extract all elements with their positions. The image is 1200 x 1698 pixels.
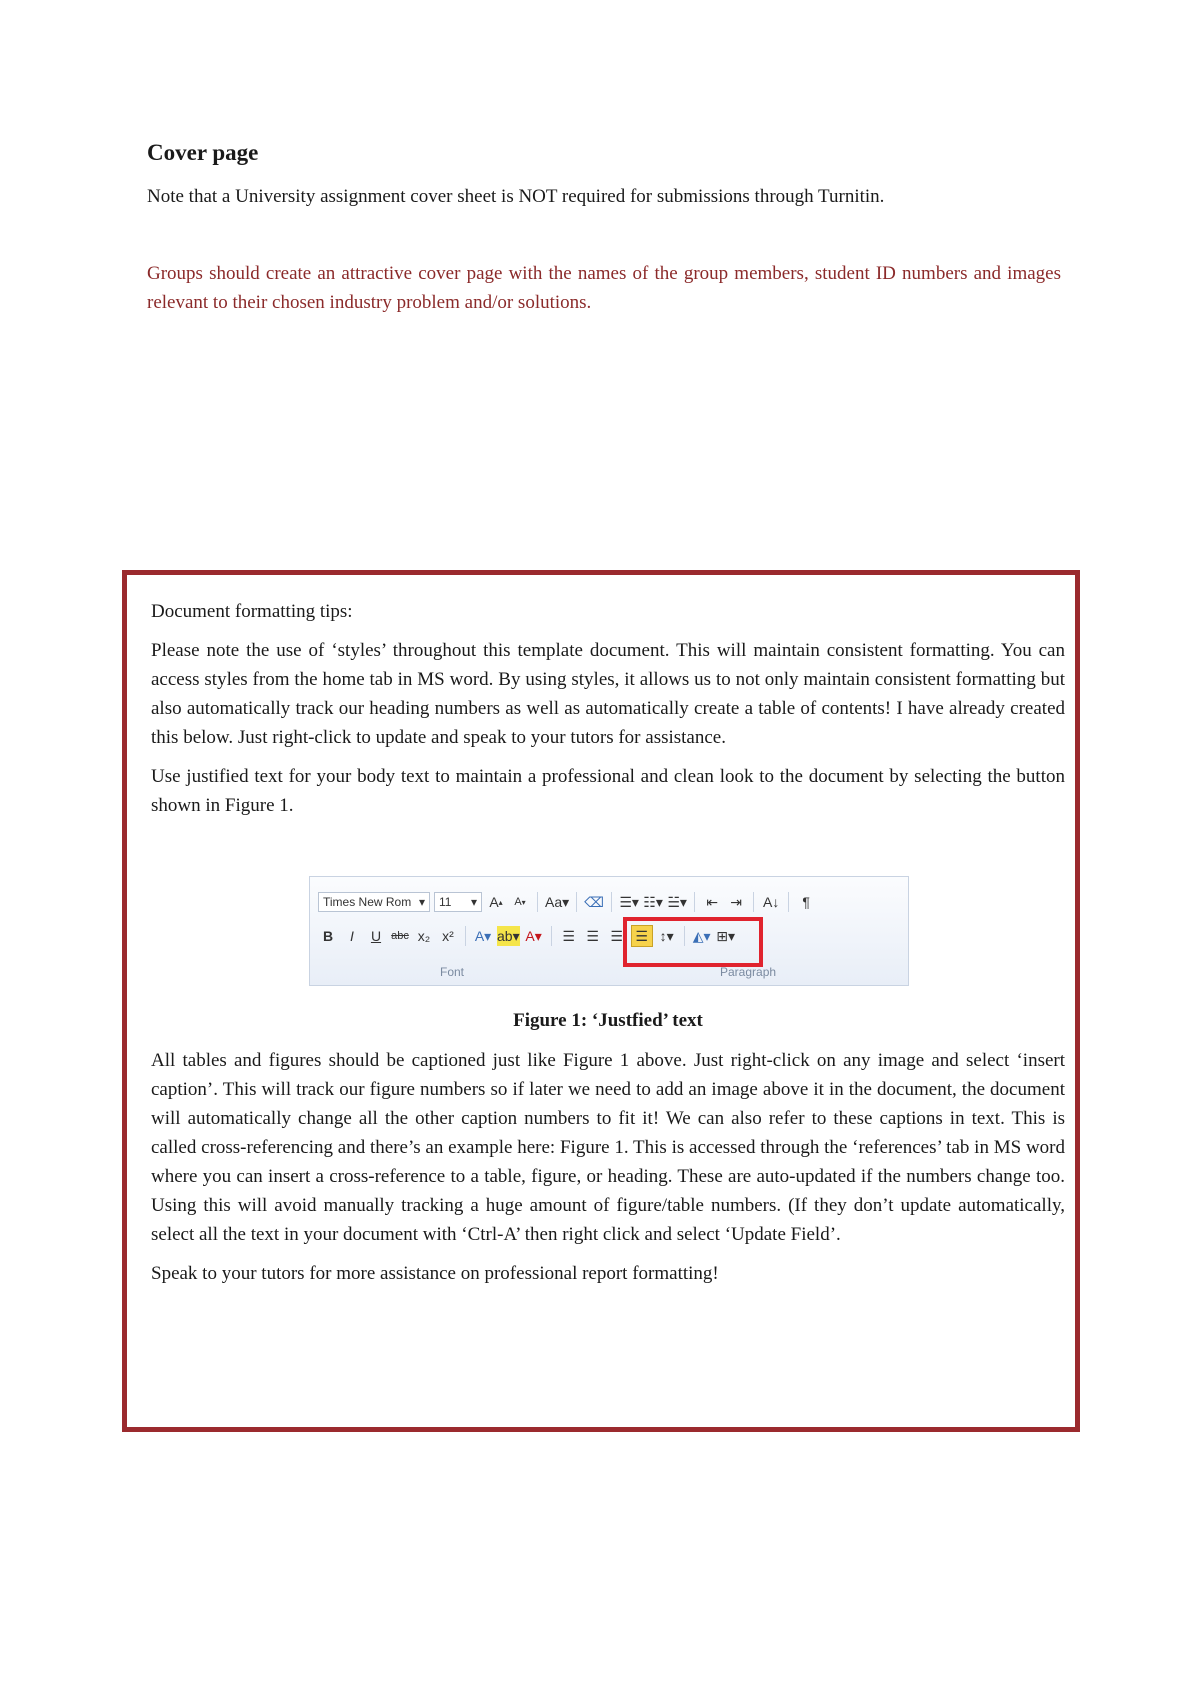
- strikethrough-icon: abc: [391, 930, 409, 942]
- chevron-down-icon: ▾: [470, 895, 477, 909]
- font-color-icon: A▾: [525, 927, 542, 944]
- align-left-icon: ☰: [562, 927, 575, 944]
- highlighter-icon: ab▾: [497, 926, 520, 946]
- shading-icon: ◭▾: [692, 927, 711, 944]
- figure-1: [151, 876, 1065, 1046]
- separator: [576, 892, 577, 912]
- chevron-down-icon: ▾: [418, 895, 425, 909]
- grow-font-icon: A ▴: [489, 894, 503, 910]
- pilcrow-icon: ¶: [802, 894, 810, 910]
- tips-paragraph: All tables and figures should be captioned just like Figure 1 above. Just right-click on any image and select ‘insert caption’. This will track our figure numbers so if later we need to add an image above it in the document, the document will automatically change all the other caption numbers to fit it! We can also refer to these captions in text. This is called cross-referencing and there’s an example here: Figure 1. This is accessed through the ‘references’ tab in MS word where you can insert a cross-reference to a table, figure, or heading. These are auto-updated if the numbers change too. Using this will avoid manually tracking a huge amount of figure/table numbers. (If they don’t update automatically, select all the text in your document with ‘Ctrl-A’ then right click and select ‘Update Field’.: [151, 1050, 1065, 1245]
- separator: [753, 892, 754, 912]
- tips-paragraph: Speak to your tutors for more assistance on professional report formatting!: [151, 1263, 719, 1284]
- borders-icon: ⊞▾: [716, 927, 735, 944]
- sort-icon: A↓: [762, 894, 780, 910]
- underline-icon: U: [370, 928, 382, 944]
- text-effects-icon: A▾: [474, 927, 492, 944]
- decrease-indent-icon: ⇤: [706, 893, 719, 910]
- italic-icon: I: [350, 928, 354, 944]
- separator: [611, 892, 612, 912]
- formatting-tips-box: [122, 570, 1080, 1432]
- separator: [694, 892, 695, 912]
- multilevel-list-icon: ☱▾: [667, 893, 687, 910]
- line-spacing-icon: ↕▾: [659, 927, 674, 944]
- tips-paragraph: Please note the use of ‘styles’ throughout this template document. This will maintain consistent formatting. You can access styles from the home tab in MS word. By using styles, it allows us to not only maintain consistent formatting but also automatically track our heading numbers as well as automatically create a table of contents! I have already created this below. Just right-click to update and speak to your tutors for assistance.: [151, 640, 1065, 748]
- shrink-font-icon: A ▾: [514, 896, 526, 908]
- justify-highlight-box: [623, 917, 763, 967]
- font-name-box: [318, 892, 430, 912]
- align-center-icon: ☰: [586, 927, 599, 944]
- change-case-icon: Aa▾: [545, 893, 570, 910]
- ribbon-screenshot: [309, 876, 909, 986]
- paragraph-group-label: Paragraph: [720, 965, 777, 979]
- superscript-icon: x²: [442, 928, 454, 944]
- increase-indent-icon: ⇥: [730, 893, 743, 910]
- align-right-icon: ☰: [610, 927, 623, 944]
- separator: [537, 892, 538, 912]
- cover-section: [147, 140, 1061, 317]
- font-group-label: Font: [440, 965, 465, 979]
- subscript-icon: x₂: [417, 928, 431, 944]
- cover-heading: Cover page: [147, 140, 259, 165]
- font-name-value: Times New Rom: [323, 895, 412, 909]
- cover-instruction: Groups should create an attractive cover page with the names of the group members, student ID numbers and images relevant to their chosen industry problem and/or solutions.: [147, 263, 1061, 313]
- separator: [788, 892, 789, 912]
- bullets-icon: ☰▾: [619, 893, 639, 910]
- separator: [465, 926, 466, 946]
- separator: [551, 926, 552, 946]
- clear-format-icon: ⌫: [584, 893, 605, 910]
- tips-title: Document formatting tips:: [151, 601, 353, 622]
- figure-caption: Figure 1: ‘Justfied’ text: [513, 1010, 703, 1031]
- font-size-box: [434, 892, 482, 912]
- justify-icon: ☰: [631, 925, 653, 947]
- tips-paragraph: Use justified text for your body text to maintain a professional and clean look to the document by selecting the button shown in Figure 1.: [151, 766, 1065, 816]
- font-size-value: 11: [439, 895, 452, 909]
- cover-note: Note that a University assignment cover sheet is NOT required for submissions through Turnitin.: [147, 186, 885, 207]
- bold-icon: B: [322, 928, 334, 944]
- numbering-icon: ☷▾: [643, 893, 663, 910]
